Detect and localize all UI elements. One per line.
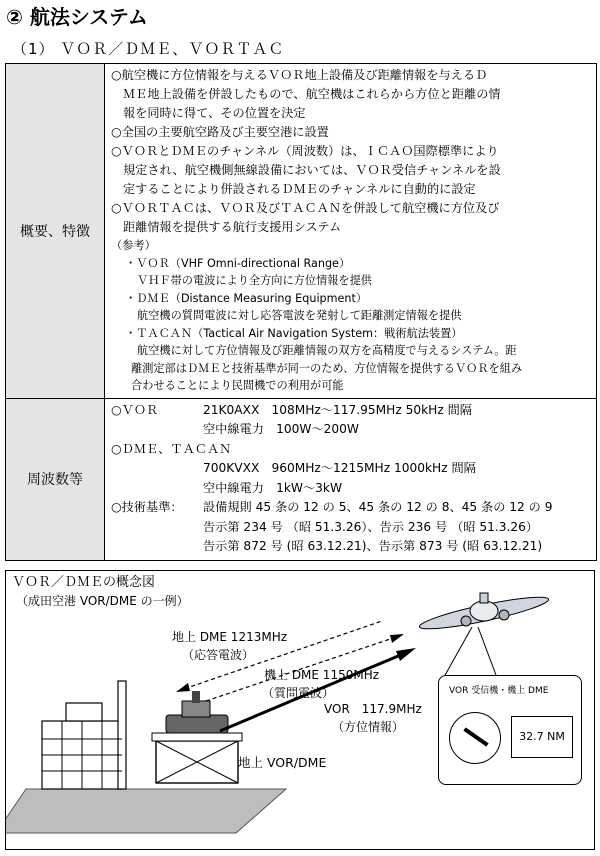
overview-line: ＭＥ地上設備を併設したもので、航空機はこれらから方位と距離の情: [123, 87, 501, 101]
overview-body: [105, 64, 597, 399]
vor-arrowhead: [396, 648, 416, 661]
ground-dme-sublabel: （応答電波）: [182, 648, 255, 662]
overview-line: ○ＶＯＲＴＡＣは、ＶＯＲ及びＴＡＣＡＮを併設して航空機に方位及び: [111, 201, 500, 215]
page-title: ② 航法システム: [6, 5, 148, 29]
reference-line: 航空機の質問電波に対し応答電波を発射して距離測定情報を提供: [137, 309, 462, 322]
overview-line: ○航空機に方位情報を与えるＶＯＲ地上設備及び距離情報を与えるＤ: [111, 68, 488, 82]
vor-dial-icon: [449, 712, 501, 764]
air-dme-sublabel: （質問電波）: [262, 686, 335, 700]
reference-line: ・ＶＯＲ（VHF Omni-directional Range）: [125, 256, 351, 270]
air-dme-arrowhead: [390, 634, 404, 643]
frequency-body: [105, 398, 597, 560]
tech-line: 告示第 234 号 （昭 51.3.26）、告示 236 号 （昭 51.3.26）: [203, 519, 539, 534]
tech-line: 設備規則 45 条の 12 の 5、45 条の 12 の 8、45 条の 12 の 9: [203, 500, 553, 514]
frequency-row: [6, 398, 597, 560]
reference-line: ＶＨＦ帯の電波により全方向に方位情報を提供: [137, 274, 372, 287]
dme-spec: 700KVXX 960MHz～1215MHz 1000kHz 間隔: [203, 461, 476, 475]
diagram-title: ＶＯＲ／ＤＭＥの概念図: [12, 575, 156, 590]
station-label: 地上 VOR/DME: [238, 755, 327, 770]
tech-label: ○技術基準：: [111, 500, 183, 514]
receiver-panel: [438, 675, 582, 785]
dme-distance-display: 32.7 NM: [511, 716, 573, 758]
section-subtitle: （1） ＶＯＲ／ＤＭＥ、ＶＯＲＴＡＣ: [12, 40, 285, 58]
receiver-connector: [444, 627, 472, 677]
vor-spec: 21K0AXX 108MHz～117.95MHz 50kHz 間隔: [203, 402, 472, 417]
reference-line: ・ＤＭＥ（Distance Measuring Equipment）: [125, 291, 368, 305]
vor-label: VOR 117.9MHz: [324, 702, 422, 716]
diagram-caption: （成田空港 VOR/DME の一例）: [16, 594, 189, 608]
spec-table: [5, 63, 597, 561]
vor-dme-station-icon: [152, 691, 242, 783]
reference-heading: （参考）: [111, 239, 156, 252]
overview-line: 定することにより併設されるＤＭＥのチャンネルに自動的に設定: [123, 182, 476, 196]
overview-heading: 概要、特徴: [6, 64, 105, 399]
runway-shape: [6, 789, 286, 833]
ground-dme-label: 地上 DME 1213MHz: [172, 630, 288, 644]
vor-label: ○ＶＯＲ: [111, 402, 159, 417]
frequency-heading: 周波数等: [6, 398, 105, 560]
tech-line: 告示第 872 号 (昭 63.12.21)、告示第 873 号 (昭 63.12.21): [203, 539, 543, 553]
receiver-title: VOR 受信機・機上 DME: [449, 686, 549, 696]
overview-line: 距離情報を提供する航行支援用システム: [123, 220, 342, 234]
dme-label: ○ＤＭＥ、ＴＡＣＡＮ: [111, 441, 232, 456]
overview-line: 報を同時に得て、その位置を決定: [123, 106, 306, 120]
reference-line: ・ＴＡＣＡＮ（Tactical Air Navigation System：戦術航法装置）: [125, 326, 463, 340]
overview-line: 規定され、航空機側無線設備においては、ＶＯＲ受信チャンネルを設: [123, 163, 501, 177]
vor-sublabel: （方位情報）: [332, 720, 405, 734]
overview-line: ○全国の主要航空路及び主要空港に設置: [111, 125, 329, 139]
vor-power: 空中線電力 100W～200W: [203, 422, 359, 436]
receiver-connector: [478, 627, 496, 675]
reference-line: 離測定部はＤＭＥと技術基準が同一のため、方位情報を提供するＶＯＲを組み: [131, 361, 523, 375]
aircraft-icon: [418, 591, 550, 634]
terminal-building-icon: [42, 681, 126, 789]
reference-line: 航空機に対して方位情報及び距離情報の双方を高精度で与えるシステム。距: [137, 344, 517, 357]
reference-line: 合わせることにより民間機での利用が可能: [131, 379, 344, 392]
ground-dme-arrowhead: [176, 683, 190, 692]
dial-needle-icon: [463, 727, 488, 746]
concept-diagram: [5, 570, 595, 850]
overview-row: [6, 64, 597, 399]
air-dme-label: 機上 DME 1150MHz: [264, 668, 380, 682]
overview-line: ○ＶＯＲとＤＭＥのチャンネル（周波数）は、ＩＣＡＯ国際標準により: [111, 144, 499, 158]
dme-power: 空中線電力 1kW～3kW: [203, 480, 343, 495]
